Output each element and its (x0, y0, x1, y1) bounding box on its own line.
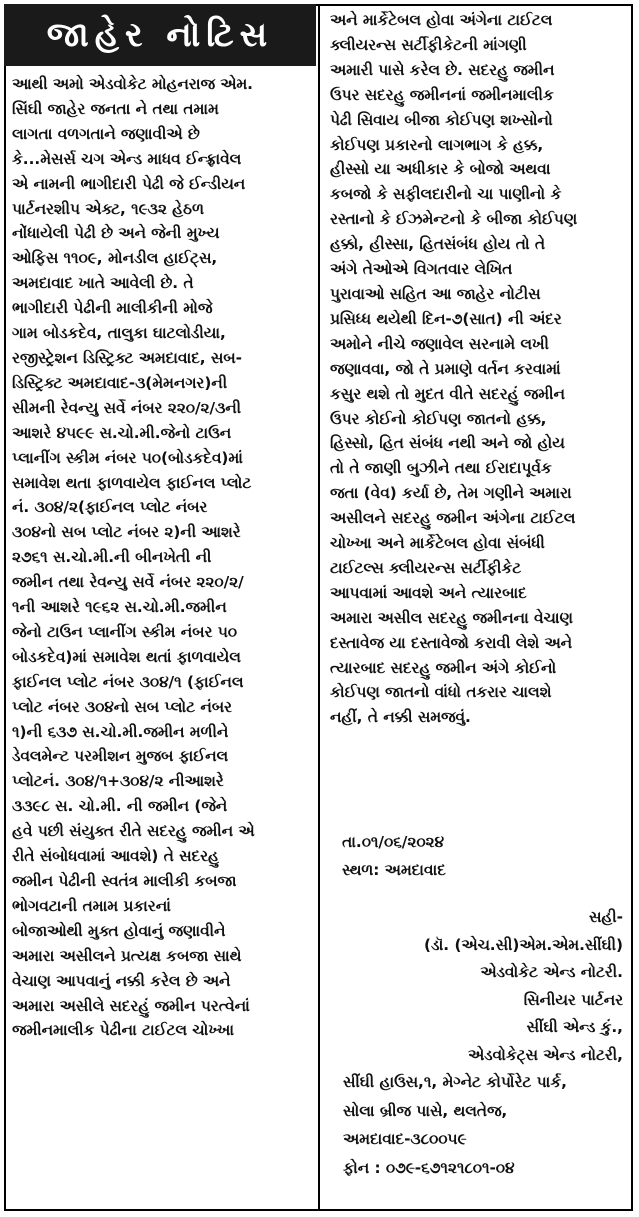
notice-text-line: જેનો ટાઉન પ્લાનીંગ સ્કીમ નંબર ૫૦ (12, 622, 237, 641)
notice-text-line: અમારા અસીલે સદરહું જમીન પરત્વેનાં (12, 996, 250, 1015)
notice-text-line: આથી અમો એડવોકેટ મોહનરાજ એમ. (12, 75, 253, 93)
notice-text-line: રીતે સંબોધવામાં આવશે) તે સદરહુ (12, 847, 219, 866)
right-column (330, 8, 628, 730)
address-block (343, 1068, 567, 1182)
notice-text-line: એ નામની ભાગીદારી પેઢી જે ઈન્ડીયન (12, 174, 246, 193)
notice-text-line: બોજાઓથી મુક્ત હોવાનું જણાવીને (12, 921, 226, 940)
notice-text-line: અસીલને સદરહુ જમીન અંગેના ટાઈટલ (330, 509, 576, 528)
notice-text-line: પ્લોટનં. ૩૦૪/૧+૩૦૪/૨ નીઆશરે (12, 772, 224, 791)
notice-text-line: પેઢી સિવાય બીજા કોઈપણ શખ્સોનો (330, 110, 553, 129)
notice-text-line: ટાઈટલ્સ ક્લીયરન્સ સર્ટીફીકેટ (330, 558, 522, 577)
notice-text-line: જમીન પેઢીની સ્વતંત્ર માલીકી કબજા (12, 872, 237, 890)
notice-text-line: કબજો કે સફીલદારીનો ચા પાણીનો કે (330, 185, 562, 204)
notice-text-line: નોંધાયેલી પેઢી છે અને જેની મુખ્ય (12, 224, 220, 243)
notice-text-line: જણાવવા, જો તે પ્રમાણે વર્તન કરવામાં (330, 359, 561, 378)
signatory-title: એડવોકેટ એન્ડ નોટરી. (480, 963, 623, 981)
notice-text-line: જમીનમાલીક પેઢીના ટાઈટલ ચોખ્ખા (12, 1021, 234, 1040)
notice-text-line: કે...મેસર્સ ચગ એન્ડ માધવ ઈન્ફ્રાવેલ (12, 149, 242, 168)
notice-place: સ્થળ: અમદાવાદ (342, 861, 446, 879)
notice-text-line: કસુર થશે તો મુદત વીતે સદરહું જમીન (330, 384, 565, 403)
notice-text-line: ૧)ની ૬૩૭ સ.ચો.મી.જમીન મળીને (12, 722, 229, 741)
notice-title: જાહેર નોટિસ (46, 15, 274, 55)
notice-text-line: અમદાવાદ ખાતે આવેલી છે. તે (12, 274, 194, 293)
phone-number: ફોન : ૦૭૯-૬૭૧૨૧૮૦૧-૦૪ (343, 1158, 515, 1177)
notice-text-line: આપવામાં આવશે અને ત્યારબાદ (330, 583, 527, 602)
notice-text-line: ૩૦૪નો સબ પ્લોટ નંબર ૨)ની આશરે (12, 523, 241, 542)
signature-block (424, 904, 623, 1069)
notice-text-line: અને માર્કેટેબલ હોવા અંગેના ટાઈટલ (330, 11, 553, 29)
notice-text-line: પ્લોટ નંબર ૩૦૪નો સબ પ્લોટ નંબર (12, 697, 232, 716)
notice-text-line: રજીસ્ટ્રેશન ડિસ્ટ્રિક્ટ અમદાવાદ, સબ- (12, 348, 242, 367)
notice-text-line: જમીન તથા રેવન્યુ સર્વે નંબર ૨૨૦/૨/ (12, 573, 244, 592)
notice-text-line: અમારા અસીલને પ્રત્યક્ષ કબજા સાથે (12, 946, 242, 965)
notice-text-line: નહીં, તે નક્કી સમજવું. (330, 708, 471, 727)
notice-text-line: અંગે તેઓએ વિગતવાર લેખિત (330, 260, 513, 279)
notice-text-line: સમાવેશ થતા ફાળવાયેલ ફાઈનલ પ્લોટ (12, 473, 252, 492)
notice-text-line: બોડકદેવ)માં સમાવેશ થતાં ફાળવાયેલ (12, 647, 241, 666)
notice-text-line: ૧ની આશરે ૧૯૬૨ સ.ચો.મી.જમીન (12, 598, 227, 617)
sign-label: સહી- (589, 908, 623, 926)
column-divider (318, 4, 320, 1211)
notice-text-line: ત્યારબાદ સદરહુ જમીન અંગે કોઈનો (330, 658, 557, 677)
firm-title: એડવોકેટ્સ એન્ડ નોટરી, (467, 1045, 623, 1064)
notice-text-line: હીસ્સો યા અધીકાર કે બોજો અથવા (330, 160, 551, 179)
notice-text-line: રસ્તાનો કે ઈઝમેન્ટનો કે બીજા કોઈપણ (330, 210, 578, 229)
notice-text-line: હવે પછી સંયુક્ત રીતે સદરહુ જમીન એ (12, 822, 255, 841)
notice-text-line: ઉપર સદરહુ જમીનનાં જમીનમાલીક (330, 85, 554, 104)
notice-text-line: ચોખ્ખા અને માર્કેટેબલ હોવા સંબંધી (330, 534, 545, 553)
notice-text-line: અમારી પાસે કરેલ છે. સદરહુ જમીન (330, 60, 555, 79)
notice-text-line: પ્રસિધ્ધ થયેથી દિન-૭(સાત) ની અંદર (330, 309, 562, 328)
notice-text-line: પાર્ટનરશીપ એક્ટ, ૧૯૩૨ હેઠળ (12, 199, 204, 218)
notice-text-line: ૩૩૯૮ સ. ચો.મી. ની જમીન (જેને (12, 797, 228, 816)
notice-text-line: નં. ૩૦૪/૨(ફાઈનલ પ્લોટ નંબર (12, 498, 208, 517)
notice-text-line: ૨૭૬૧ સ.ચો.મી.ની બીનખેતી ની (12, 548, 212, 567)
notice-text-line: અમારા અસીલ સદરહુ જમીનના વેચાણ (330, 608, 573, 627)
notice-text-line: ઉપર કોઈનો કોઈપણ જાતનો હક્ક, (330, 409, 547, 428)
notice-text-line: આશરે ૪૫૯૯ સ.ચો.મી.જેનો ટાઉન (12, 423, 232, 442)
notice-title-banner (4, 4, 316, 66)
notice-date: તા.૦૧/૦૬/૨૦૨૪ (342, 833, 445, 851)
notice-text-line: ડેવલમેન્ટ પરમીશન મુજબ ફાઈનલ (12, 747, 229, 766)
notice-text-line: ડિસ્ટ્રિક્ટ અમદાવાદ-૩(મેમનગર)ની (12, 373, 228, 392)
notice-text-line: ફાઈનલ પ્લોટ નંબર ૩૦૪/૧ (ફાઈનલ (12, 672, 244, 691)
notice-text-line: સીમની રેવન્યુ સર્વે નંબર ૨૨૦/૨/૩ની (12, 398, 242, 417)
notice-text-line: અમોને નીચે જણાવેલ સરનામે લખી (330, 334, 549, 353)
notice-text-line: હિસ્સો, હિત સંબંધ નથી અને જો હોય (330, 434, 565, 453)
signatory-name: (ડૉ. (એચ.સી)એમ.એમ.સીંઘી) (423, 935, 623, 954)
notice-text-line: ભાગીદારી પેઢીની માલીકીની મોજે (12, 299, 213, 318)
notice-text-line: દસ્તાવેજ યા દસ્તાવેજો કરાવી લેશે અને (330, 633, 573, 652)
notice-text-line: વેચાણ આપવાનું નક્કી કરેલ છે અને (12, 971, 231, 990)
address-line-2: સોલા બ્રીજ પાસે, થલતેજ, (343, 1101, 508, 1120)
notice-text-line: કોઈપણ પ્રકારનો લાગભાગ કે હક્ક, (330, 135, 544, 154)
notice-text-line: ભોગવટાની તમામ પ્રકારનાં (12, 896, 171, 915)
notice-text-line: ક્લીયરન્સ સર્ટીફીકેટની માંગણી (330, 35, 527, 54)
notice-text-line: તો તે જાણી બુઝીને તથા ઈરાદાપૂર્વક (330, 459, 552, 478)
notice-text-line: કોઈપણ જાતનો વાંધો તકરાર ચાલશે (330, 683, 552, 702)
notice-text-line: હક્કો, હીસ્સા, હિતસંબંધ હોય તો તે (330, 235, 546, 254)
date-place-block (342, 828, 446, 884)
notice-text-line: ઓફિસ ૧૧૦૯, મોનડીલ હાઈટ્સ, (12, 249, 218, 268)
firm-name: સીંઘી એન્ડ કું., (526, 1018, 623, 1036)
notice-text-line: સિંઘી જાહેર જનતા ને તથા તમામ (12, 99, 219, 118)
notice-text-line: લાગતા વળગતાને જણાવીએ છે (12, 124, 200, 143)
notice-text-line: પ્લાનીંગ સ્કીમ નંબર ૫૦(બોડકદેવ)માં (12, 448, 243, 467)
notice-text-line: જતા (વેવ) કર્યા છે, તેમ ગણીને અમારા (330, 484, 572, 503)
address-line-1: સીંઘી હાઉસ,૧, મેગ્નેટ કોર્પોરેટ પાર્ક, (343, 1073, 567, 1091)
left-column (12, 72, 312, 1043)
notice-text-line: પુરાવાઓ સહિત આ જાહેર નોટીસ (330, 284, 541, 303)
notice-text-line: ગામ બોડકદેવ, તાલુકા ઘાટલોડીયા, (12, 324, 226, 343)
signatory-role: સિનીયર પાર્ટનર (523, 990, 623, 1009)
address-city: અમદાવાદ-૩૮૦૦૫૯ (343, 1130, 467, 1148)
